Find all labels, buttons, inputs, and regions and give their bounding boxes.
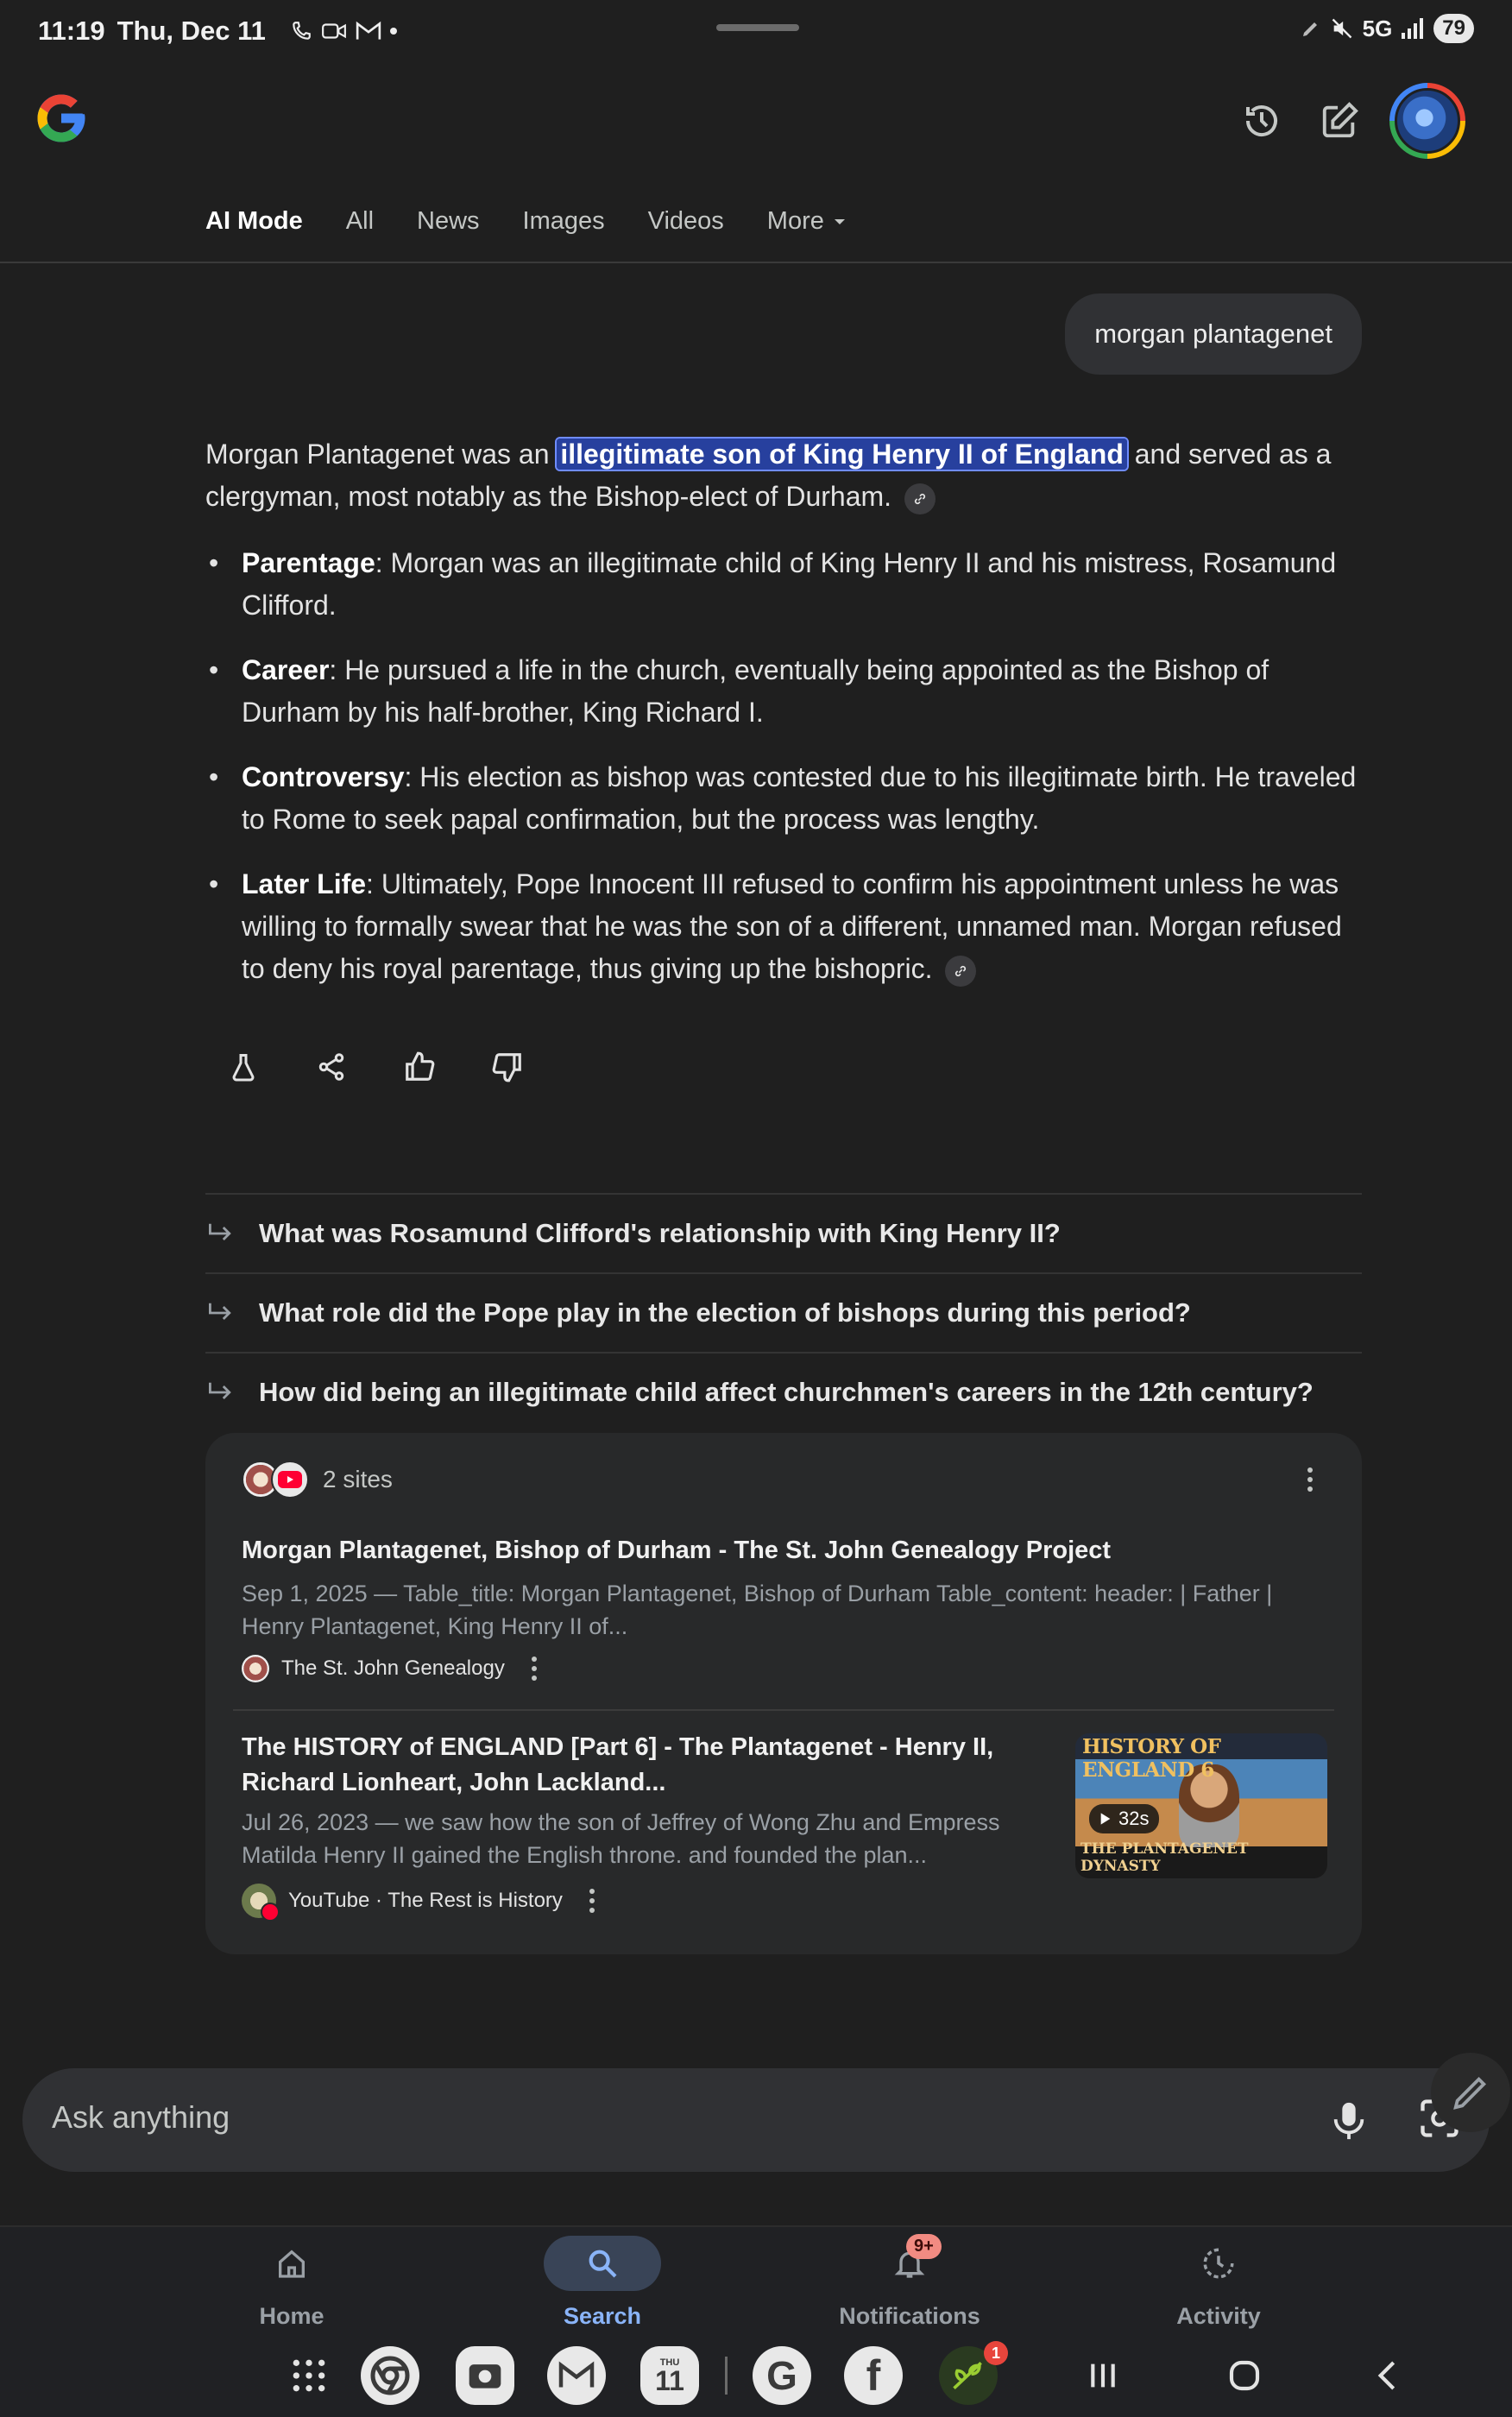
status-bar-left <box>38 16 397 47</box>
ai-answer-intro <box>205 433 1362 518</box>
source-menu-icon[interactable] <box>587 1889 597 1913</box>
nav-notifications-label: Notifications <box>839 2303 980 2329</box>
link-icon[interactable] <box>945 956 976 987</box>
more-dot-icon <box>390 28 397 35</box>
facebook-app-icon[interactable]: f <box>844 2344 903 2407</box>
tab-videos[interactable]: Videos <box>647 207 724 235</box>
follow-up-arrow-icon <box>205 1301 236 1325</box>
tab-more-label: More <box>766 207 824 235</box>
battery-level: 79 <box>1433 14 1474 43</box>
chrome-app-icon[interactable] <box>361 2344 419 2407</box>
followup-text: What role did the Pope play in the election of bishops during this period? <box>259 1297 1191 1328</box>
google-app-icon[interactable]: G <box>753 2344 811 2407</box>
home-button-icon[interactable] <box>1227 2344 1262 2407</box>
follow-up-arrow-icon <box>205 1380 236 1404</box>
nav-search-label: Search <box>563 2303 642 2329</box>
bullet-term: Parentage <box>242 547 375 578</box>
bullet-term: Controversy <box>242 761 405 792</box>
bullet-item <box>205 756 1362 841</box>
share-icon[interactable] <box>314 1050 349 1084</box>
handwriting-pen-icon[interactable] <box>1431 2053 1510 2132</box>
answer-intro-pre: Morgan Plantagenet was an <box>205 439 558 470</box>
tab-more[interactable] <box>767 207 847 236</box>
bullet-text: : Ultimately, Pope Innocent III refused to confirm his appointment unless he was willing to formally swear that he was the son of a different, unnamed man. Morgan refused to deny his royal parentage, thus giving up the bishopric. <box>242 868 1342 984</box>
tab-images[interactable]: Images <box>522 207 605 235</box>
bullet-term: Later Life <box>242 868 367 899</box>
thumbs-down-icon[interactable] <box>490 1050 525 1084</box>
search-tabs <box>205 207 847 236</box>
answer-bullets <box>205 542 1362 1013</box>
bullet-item <box>205 649 1362 734</box>
followup-question[interactable] <box>205 1272 1362 1352</box>
sources-divider <box>233 1709 1334 1711</box>
activity-icon <box>1160 2236 1277 2291</box>
profile-avatar[interactable] <box>1389 83 1465 159</box>
history-icon[interactable] <box>1238 97 1286 145</box>
signal-icon <box>1401 17 1425 40</box>
calendar-day: 11 <box>655 2365 684 2396</box>
source-item[interactable] <box>242 1730 1053 1918</box>
nav-home[interactable] <box>197 2236 387 2330</box>
bullet-text: : He pursued a life in the church, eventually being appointed as the Bishop of Durham by his half-brother, King Richard I. <box>242 654 1269 728</box>
status-bar-right <box>1301 14 1474 43</box>
ask-input[interactable]: Ask anything <box>52 2099 230 2135</box>
genealogy-favicon <box>242 1655 269 1682</box>
app-badge: 1 <box>984 2341 1008 2365</box>
sources-count: 2 sites <box>323 1466 393 1492</box>
followup-text: What was Rosamund Clifford's relationship with King Henry II? <box>259 1218 1061 1248</box>
header-divider <box>0 262 1512 263</box>
labs-flask-icon[interactable] <box>226 1050 261 1084</box>
source-menu-icon[interactable] <box>529 1657 539 1681</box>
nav-activity-label: Activity <box>1176 2303 1261 2329</box>
caret-down-icon <box>833 218 847 226</box>
channel-avatar <box>242 1884 276 1918</box>
link-icon[interactable] <box>904 483 936 514</box>
video-duration <box>1089 1804 1159 1833</box>
gmail-app-icon[interactable] <box>547 2344 606 2407</box>
bullet-text: : Morgan was an illegitimate child of King Henry II and his mistress, Rosamund Clifford. <box>242 547 1337 621</box>
app-drawer-icon[interactable] <box>290 2344 328 2407</box>
mute-icon <box>1330 16 1354 41</box>
bullet-item <box>205 542 1362 627</box>
back-icon[interactable] <box>1370 2344 1405 2407</box>
answer-intro-post: and served as a clergyman, most notably as the Bishop-elect of Durham. <box>205 439 1332 512</box>
bullet-term: Career <box>242 654 330 685</box>
followup-question[interactable] <box>205 1352 1362 1431</box>
calendar-app-icon[interactable] <box>640 2344 699 2407</box>
source-site-name: The St. John Genealogy <box>281 1657 505 1680</box>
sources-header[interactable] <box>242 1459 393 1500</box>
status-time: 11:19 <box>38 16 105 46</box>
video-thumbnail[interactable] <box>1075 1733 1327 1878</box>
google-g-icon[interactable] <box>33 90 90 147</box>
source-site-row <box>242 1884 1053 1918</box>
tab-ai-mode[interactable]: AI Mode <box>205 207 303 235</box>
youtube-favicon <box>271 1461 309 1499</box>
source-site-name: YouTube · The Rest is History <box>288 1889 563 1912</box>
tab-all[interactable]: All <box>345 207 375 235</box>
follow-up-arrow-icon <box>205 1221 236 1246</box>
call-icon <box>290 20 312 42</box>
network-label: 5G <box>1362 15 1393 41</box>
top-handle[interactable] <box>716 24 799 31</box>
thumbnail-subtitle: THE PLANTAGENET DYNASTY <box>1080 1840 1249 1875</box>
video-icon <box>321 20 347 42</box>
source-snippet: Sep 1, 2025 — Table_title: Morgan Plantagenet, Bishop of Durham Table_content: header: | Father | Henry Plantagenet, King Henry II of... <box>242 1581 1273 1639</box>
pen-icon <box>1301 18 1321 39</box>
gmail-icon <box>356 21 381 41</box>
camera-app-icon[interactable] <box>456 2344 514 2407</box>
answer-actions <box>226 1050 525 1084</box>
thumbnail-title: HISTORY OF ENGLAND 6 <box>1082 1735 1221 1782</box>
source-title[interactable]: The HISTORY of ENGLAND [Part 6] - The Plantagenet - Henry II, Richard Lionheart, John Lackland... <box>242 1733 994 1796</box>
ask-input-bar[interactable] <box>22 2068 1490 2172</box>
sources-menu-icon[interactable] <box>1305 1467 1315 1492</box>
bullet-item <box>205 863 1362 990</box>
microphone-icon[interactable] <box>1329 2099 1369 2142</box>
source-snippet: Jul 26, 2023 — we saw how the son of Jeffrey of Wong Zhu and Empress Matilda Henry II gained the English throne. and founded the plan... <box>242 1809 1000 1868</box>
nav-search[interactable] <box>507 2236 697 2330</box>
followup-question[interactable] <box>205 1193 1362 1272</box>
tab-news[interactable]: News <box>417 207 480 235</box>
bullet-text: : His election as bishop was contested due to his illegitimate birth. He traveled to Rome to seek papal confirmation, but the process was lengthy. <box>242 761 1357 835</box>
status-notification-icons <box>290 20 397 42</box>
notification-badge: 9+ <box>906 2234 942 2259</box>
home-icon <box>233 2236 350 2291</box>
source-title[interactable]: Morgan Plantagenet, Bishop of Durham - The St. John Genealogy Project <box>242 1537 1112 1564</box>
recents-icon[interactable] <box>1086 2344 1120 2407</box>
status-date: Thu, Dec 11 <box>117 16 266 46</box>
dock-divider <box>725 2357 728 2395</box>
answer-highlight[interactable]: illegitimate son of King Henry II of England <box>557 439 1126 470</box>
new-chat-icon[interactable] <box>1315 97 1364 145</box>
user-query-bubble: morgan plantagenet <box>1065 293 1362 375</box>
source-site-row <box>242 1655 1312 1682</box>
source-item[interactable] <box>242 1533 1312 1682</box>
search-icon <box>544 2236 661 2291</box>
thumbs-up-icon[interactable] <box>402 1050 437 1084</box>
calendar-dow: THU <box>659 2357 680 2368</box>
duration-text: 32s <box>1118 1808 1150 1829</box>
nav-activity[interactable] <box>1124 2236 1314 2330</box>
play-icon <box>1099 1812 1112 1826</box>
source-favicons <box>242 1459 309 1500</box>
nav-home-label: Home <box>259 2303 324 2329</box>
followup-text: How did being an illegitimate child affect churchmen's careers in the 12th century? <box>259 1377 1314 1407</box>
